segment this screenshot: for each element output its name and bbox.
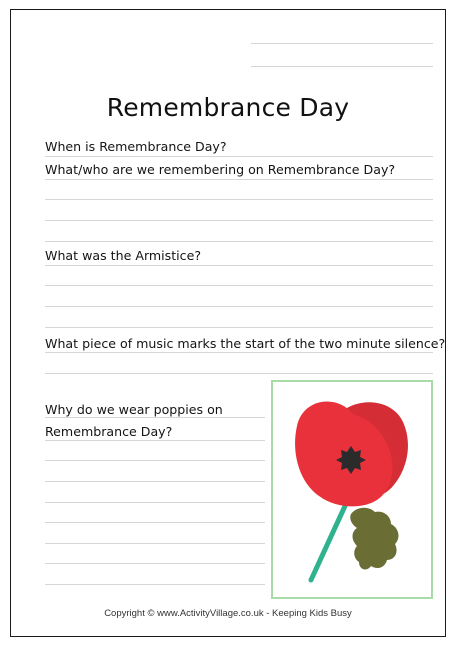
answer-line	[45, 481, 265, 482]
name-line	[251, 43, 433, 44]
answer-line	[45, 543, 265, 544]
poppy-picture-frame	[271, 380, 433, 599]
question-when: When is Remembrance Day?	[45, 139, 227, 154]
answer-line	[45, 306, 433, 307]
answer-line	[45, 220, 433, 221]
poppy-leaf	[350, 508, 398, 570]
worksheet-title: Remembrance Day	[106, 93, 350, 122]
answer-line	[45, 156, 433, 157]
question-poppies-line1: Why do we wear poppies on	[45, 402, 223, 417]
answer-line	[45, 352, 433, 353]
answer-line	[45, 563, 265, 564]
answer-line	[45, 241, 433, 242]
answer-line	[45, 373, 433, 374]
answer-line	[45, 285, 433, 286]
question-music: What piece of music marks the start of the two minute silence?	[45, 336, 446, 351]
answer-line	[45, 417, 265, 418]
question-poppies-line2: Remembrance Day?	[45, 424, 173, 439]
answer-line	[45, 265, 433, 266]
copyright-footer: Copyright © www.ActivityVillage.co.uk - Keeping Kids Busy	[104, 608, 352, 619]
answer-line	[45, 179, 433, 180]
question-armistice: What was the Armistice?	[45, 248, 202, 263]
worksheet-page	[10, 9, 446, 637]
answer-line	[45, 584, 265, 585]
poppy-stem	[311, 506, 345, 580]
poppy-illustration	[273, 382, 431, 597]
date-line	[251, 66, 433, 67]
answer-line	[45, 522, 265, 523]
question-who: What/who are we remembering on Remembrance Day?	[45, 162, 396, 177]
answer-line	[45, 460, 265, 461]
answer-line	[45, 199, 433, 200]
answer-line	[45, 440, 265, 441]
answer-line	[45, 327, 433, 328]
answer-line	[45, 502, 265, 503]
